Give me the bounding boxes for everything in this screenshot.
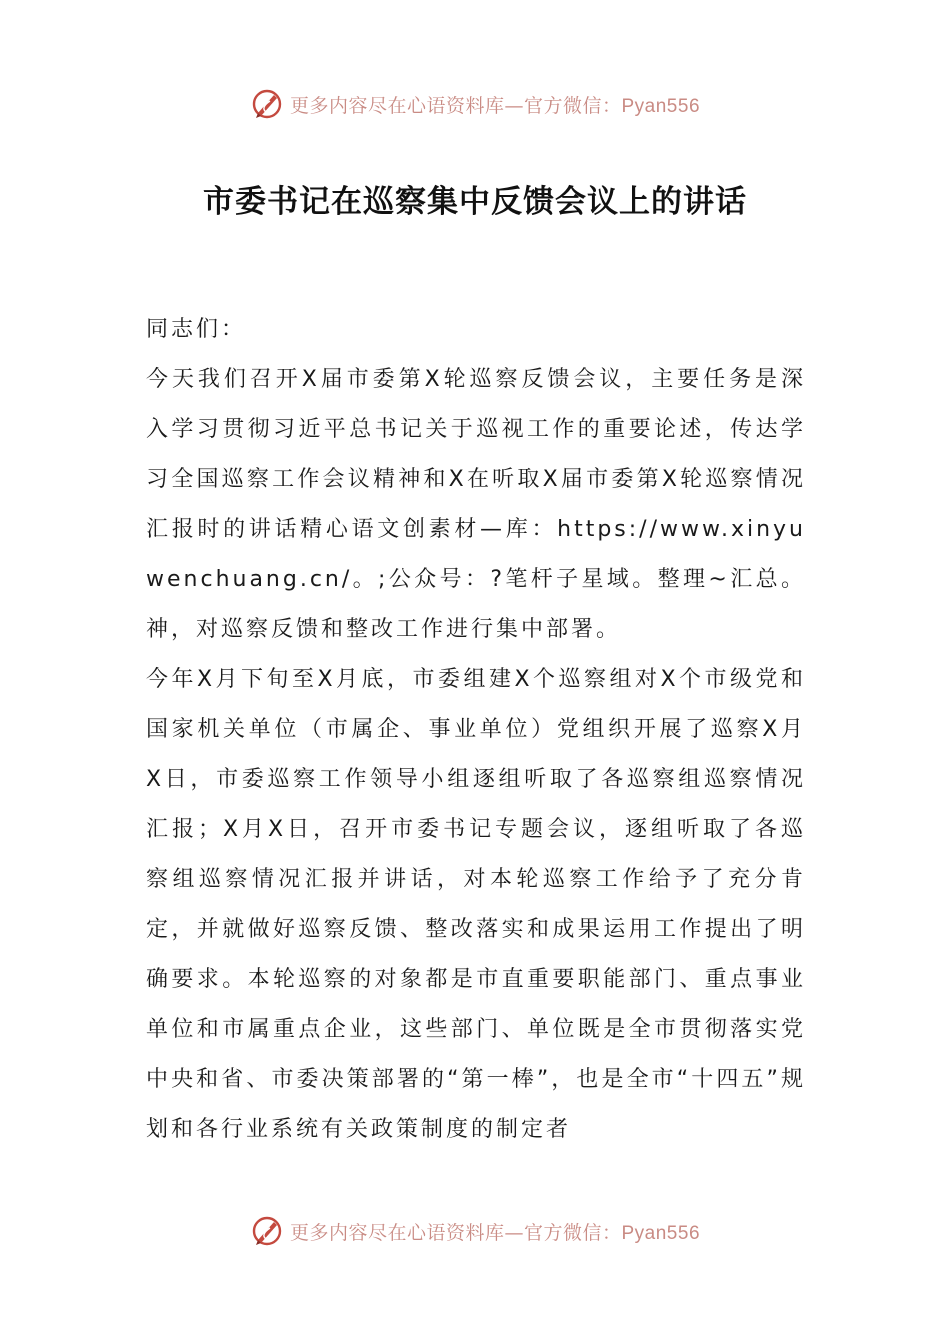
watermark-text: 更多内容尽在心语资料库—官方微信：Pyan556 [289,94,701,117]
paragraph-1: 今天我们召开X届市委第X轮巡察反馈会议，主要任务是深入学习贯彻习近平总书记关于巡视工作的重要论述，传达学习全国巡察工作会议精神和X在听取X届市委第X轮巡察情况汇报时的讲话精心语文创素材—库：https://www.xinyuwenchuang.cn/。;公众号：?笔杆子星域。整理~汇总。神，对巡察反馈和整改工作进行集中部署。 [146,367,806,642]
document-title: 市委书记在巡察集中反馈会议上的讲话 [203,184,747,220]
watermark-text: 更多内容尽在心语资料库—官方微信：Pyan556 [289,1221,701,1244]
salutation: 同志们： [146,317,247,342]
footer-watermark [0,1211,950,1251]
paragraph-2: 今年X月下旬至X月底，市委组建X个巡察组对X个市级党和国家机关单位（市属企、事业单位）党组织开展了巡察X月X日，市委巡察工作领导小组逐组听取了各巡察组巡察情况汇报；X月X日，召开市委书记专题会议，逐组听取了各巡察组巡察情况汇报并讲话，对本轮巡察工作给予了充分肯定，并就做好巡察反馈、整改落实和成果运用工作提出了明确要求。本轮巡察的对象都是市直重要职能部门、重点事业单位和市属重点企业，这些部门、单位既是全市贯彻落实党中央和省、市委决策部署的“第一棒”，也是全市“十四五”规划和各行业系统有关政策制度的制定者 [146,667,806,1142]
pen-circle-logo-icon [250,87,284,121]
pen-circle-logo-icon [250,1214,284,1248]
header-watermark [0,84,950,124]
document-body [146,305,806,1155]
